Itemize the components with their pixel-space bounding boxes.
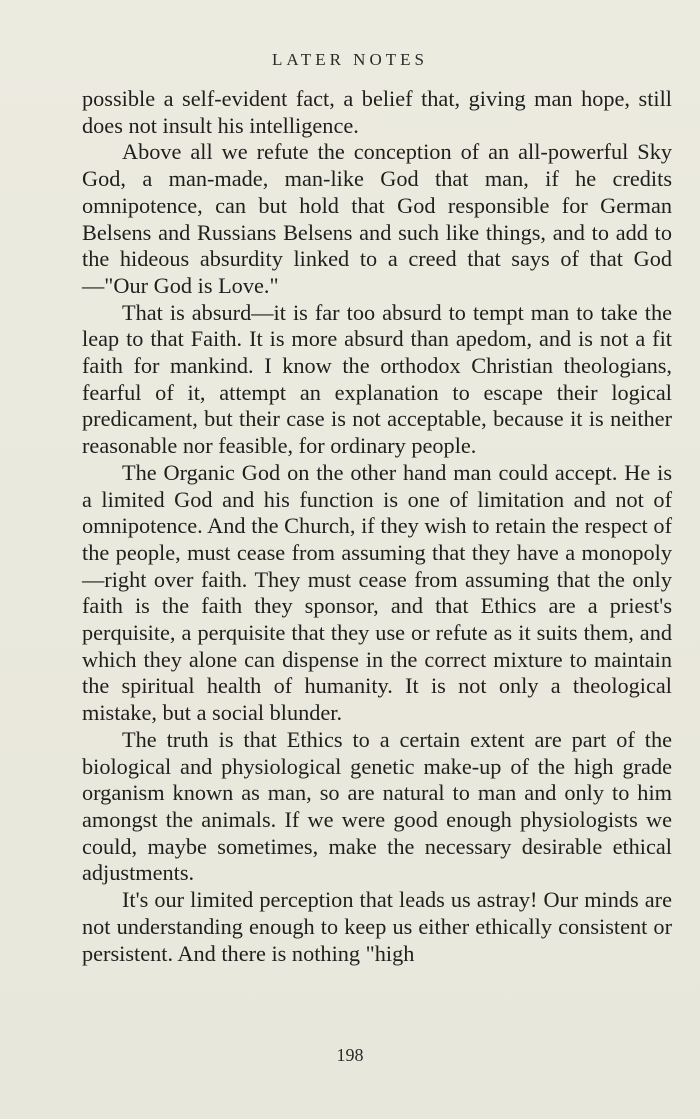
paragraph-4: The Organic God on the other hand man could accept. He is a limited God and his function is one of limitation and not of omnipotence. And the Church, if they wish to retain the respect of the people, must cease from assuming that they have a monopoly—right over faith. They must cease from assuming that the only faith is the faith they sponsor, and that Ethics are a priest's perquisite, a perquisite that they use or refute as it suits them, and which they alone can dispense in the correct mixture to maintain the spiritual health of humanity. It is not only a theological mistake, but a social blunder. [82,459,672,726]
body-text [82,86,672,967]
paragraph-2: Above all we refute the conception of an all-powerful Sky God, a man-made, man-like God that man, if he credits omnipotence, can but hold that God responsible for German Belsens and Russians Belsens and such like things, and to add to the hideous absurdity linked to a creed that says of that God—"Our God is Love." [82,139,672,298]
paragraph-1: possible a self-evident fact, a belief that, giving man hope, still does not insult his intelligence. [82,86,672,138]
running-head: LATER NOTES [272,50,428,69]
paragraph-6: It's our limited perception that leads us astray! Our minds are not understanding enough to keep us either ethically consistent or persistent. And there is nothing "high [82,887,672,966]
paragraph-3: That is absurd—it is far too absurd to tempt man to take the leap to that Faith. It is more absurd than apedom, and is not a fit faith for mankind. I know the orthodox Christian theologians, fearful of it, attempt an explanation to escape their logical predicament, but their case is not acceptable, because it is neither reasonable nor feasible, for ordinary people. [82,299,672,459]
paragraph-5: The truth is that Ethics to a certain extent are part of the biological and physiological genetic make-up of the high grade organism known as man, so are natural to man and only to him amongst the animals. If we were good enough physiologists we could, maybe sometimes, make the necessary desirable ethical adjustments. [82,726,672,886]
page-number: 198 [336,1045,364,1065]
